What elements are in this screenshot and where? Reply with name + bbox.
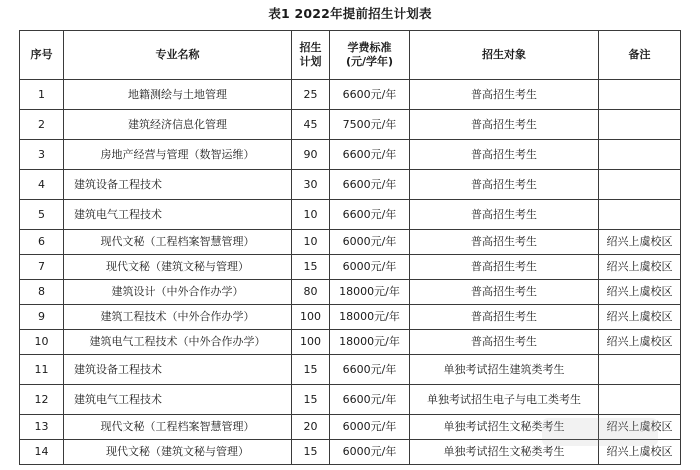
cell-quota: 20 — [292, 415, 330, 440]
cell-note — [599, 110, 681, 140]
cell-note: 绍兴上虞校区 — [599, 330, 681, 355]
cell-quota: 15 — [292, 440, 330, 465]
header-note: 备注 — [599, 31, 681, 80]
table-row — [20, 170, 681, 200]
table-title: 表1 2022年提前招生计划表 — [268, 6, 432, 21]
cell-major: 现代文秘（工程档案智慧管理） — [64, 415, 292, 440]
table-row — [20, 355, 681, 385]
cell-fee: 6000元/年 — [330, 230, 410, 255]
cell-fee: 6600元/年 — [330, 140, 410, 170]
header-target: 招生对象 — [410, 31, 599, 80]
cell-target: 普高招生考生 — [410, 255, 599, 280]
cell-quota: 10 — [292, 200, 330, 230]
cell-quota: 100 — [292, 330, 330, 355]
cell-target: 普高招生考生 — [410, 140, 599, 170]
cell-quota: 15 — [292, 255, 330, 280]
cell-note: 绍兴上虞校区 — [599, 255, 681, 280]
header-quota-line2: 计划 — [299, 55, 322, 68]
cell-target: 单独考试招生电子与电工类考生 — [410, 385, 599, 415]
cell-major: 建筑工程技术（中外合作办学） — [64, 305, 292, 330]
cell-seq: 4 — [20, 170, 64, 200]
header-row — [20, 31, 681, 80]
cell-note: 绍兴上虞校区 — [599, 415, 681, 440]
header-seq: 序号 — [20, 31, 64, 80]
cell-fee: 7500元/年 — [330, 110, 410, 140]
cell-fee: 6000元/年 — [330, 415, 410, 440]
cell-quota: 80 — [292, 280, 330, 305]
cell-major: 现代文秘（建筑文秘与管理） — [64, 255, 292, 280]
cell-quota: 10 — [292, 230, 330, 255]
cell-seq: 3 — [20, 140, 64, 170]
cell-quota: 25 — [292, 80, 330, 110]
cell-fee: 6600元/年 — [330, 80, 410, 110]
cell-fee: 6600元/年 — [330, 355, 410, 385]
cell-target: 单独考试招生文秘类考生 — [410, 415, 599, 440]
header-quota-line1: 招生 — [299, 41, 322, 54]
cell-note — [599, 200, 681, 230]
cell-major: 现代文秘（建筑文秘与管理） — [64, 440, 292, 465]
cell-target: 普高招生考生 — [410, 110, 599, 140]
cell-target: 普高招生考生 — [410, 230, 599, 255]
cell-seq: 8 — [20, 280, 64, 305]
cell-seq: 11 — [20, 355, 64, 385]
cell-major: 房地产经营与管理（数智运维） — [64, 140, 292, 170]
table-row — [20, 280, 681, 305]
cell-fee: 6000元/年 — [330, 255, 410, 280]
cell-note — [599, 385, 681, 415]
cell-major: 建筑设备工程技术 — [64, 170, 292, 200]
table-row — [20, 305, 681, 330]
cell-major: 建筑电气工程技术 — [64, 385, 292, 415]
cell-target: 普高招生考生 — [410, 280, 599, 305]
cell-quota: 15 — [292, 355, 330, 385]
cell-fee: 6600元/年 — [330, 385, 410, 415]
cell-target: 单独考试招生建筑类考生 — [410, 355, 599, 385]
cell-quota: 15 — [292, 385, 330, 415]
table-row — [20, 330, 681, 355]
cell-target: 普高招生考生 — [410, 80, 599, 110]
cell-note: 绍兴上虞校区 — [599, 305, 681, 330]
header-quota — [292, 31, 330, 80]
cell-note — [599, 80, 681, 110]
cell-seq: 9 — [20, 305, 64, 330]
cell-note — [599, 140, 681, 170]
cell-major: 现代文秘（工程档案智慧管理） — [64, 230, 292, 255]
header-fee — [330, 31, 410, 80]
cell-fee: 6600元/年 — [330, 200, 410, 230]
table-row — [20, 200, 681, 230]
cell-quota: 30 — [292, 170, 330, 200]
cell-fee: 18000元/年 — [330, 280, 410, 305]
table-row — [20, 415, 681, 440]
table-row — [20, 80, 681, 110]
cell-major: 建筑设计（中外合作办学） — [64, 280, 292, 305]
header-fee-line2: (元/学年) — [345, 55, 394, 68]
table-row — [20, 110, 681, 140]
header-fee-line1: 学费标准 — [347, 41, 392, 54]
table-row — [20, 230, 681, 255]
cell-quota: 90 — [292, 140, 330, 170]
cell-seq: 5 — [20, 200, 64, 230]
cell-fee: 18000元/年 — [330, 330, 410, 355]
cell-note: 绍兴上虞校区 — [599, 440, 681, 465]
cell-target: 普高招生考生 — [410, 200, 599, 230]
cell-target: 普高招生考生 — [410, 330, 599, 355]
cell-major: 地籍测绘与土地管理 — [64, 80, 292, 110]
cell-note — [599, 355, 681, 385]
cell-fee: 6000元/年 — [330, 440, 410, 465]
table-row — [20, 140, 681, 170]
cell-seq: 6 — [20, 230, 64, 255]
table-row — [20, 385, 681, 415]
cell-seq: 13 — [20, 415, 64, 440]
cell-fee: 6600元/年 — [330, 170, 410, 200]
cell-target: 普高招生考生 — [410, 170, 599, 200]
cell-major: 建筑设备工程技术 — [64, 355, 292, 385]
cell-note: 绍兴上虞校区 — [599, 230, 681, 255]
cell-major: 建筑经济信息化管理 — [64, 110, 292, 140]
cell-seq: 10 — [20, 330, 64, 355]
cell-note: 绍兴上虞校区 — [599, 280, 681, 305]
cell-target: 普高招生考生 — [410, 305, 599, 330]
cell-major: 建筑电气工程技术 — [64, 200, 292, 230]
cell-major: 建筑电气工程技术（中外合作办学） — [64, 330, 292, 355]
cell-note — [599, 170, 681, 200]
cell-target: 单独考试招生文秘类考生 — [410, 440, 599, 465]
cell-seq: 7 — [20, 255, 64, 280]
cell-quota: 45 — [292, 110, 330, 140]
cell-seq: 1 — [20, 80, 64, 110]
cell-fee: 18000元/年 — [330, 305, 410, 330]
enrollment-plan-table — [19, 30, 681, 465]
cell-quota: 100 — [292, 305, 330, 330]
cell-seq: 2 — [20, 110, 64, 140]
cell-seq: 12 — [20, 385, 64, 415]
cell-seq: 14 — [20, 440, 64, 465]
table-row — [20, 440, 681, 465]
table-row — [20, 255, 681, 280]
header-major: 专业名称 — [64, 31, 292, 80]
